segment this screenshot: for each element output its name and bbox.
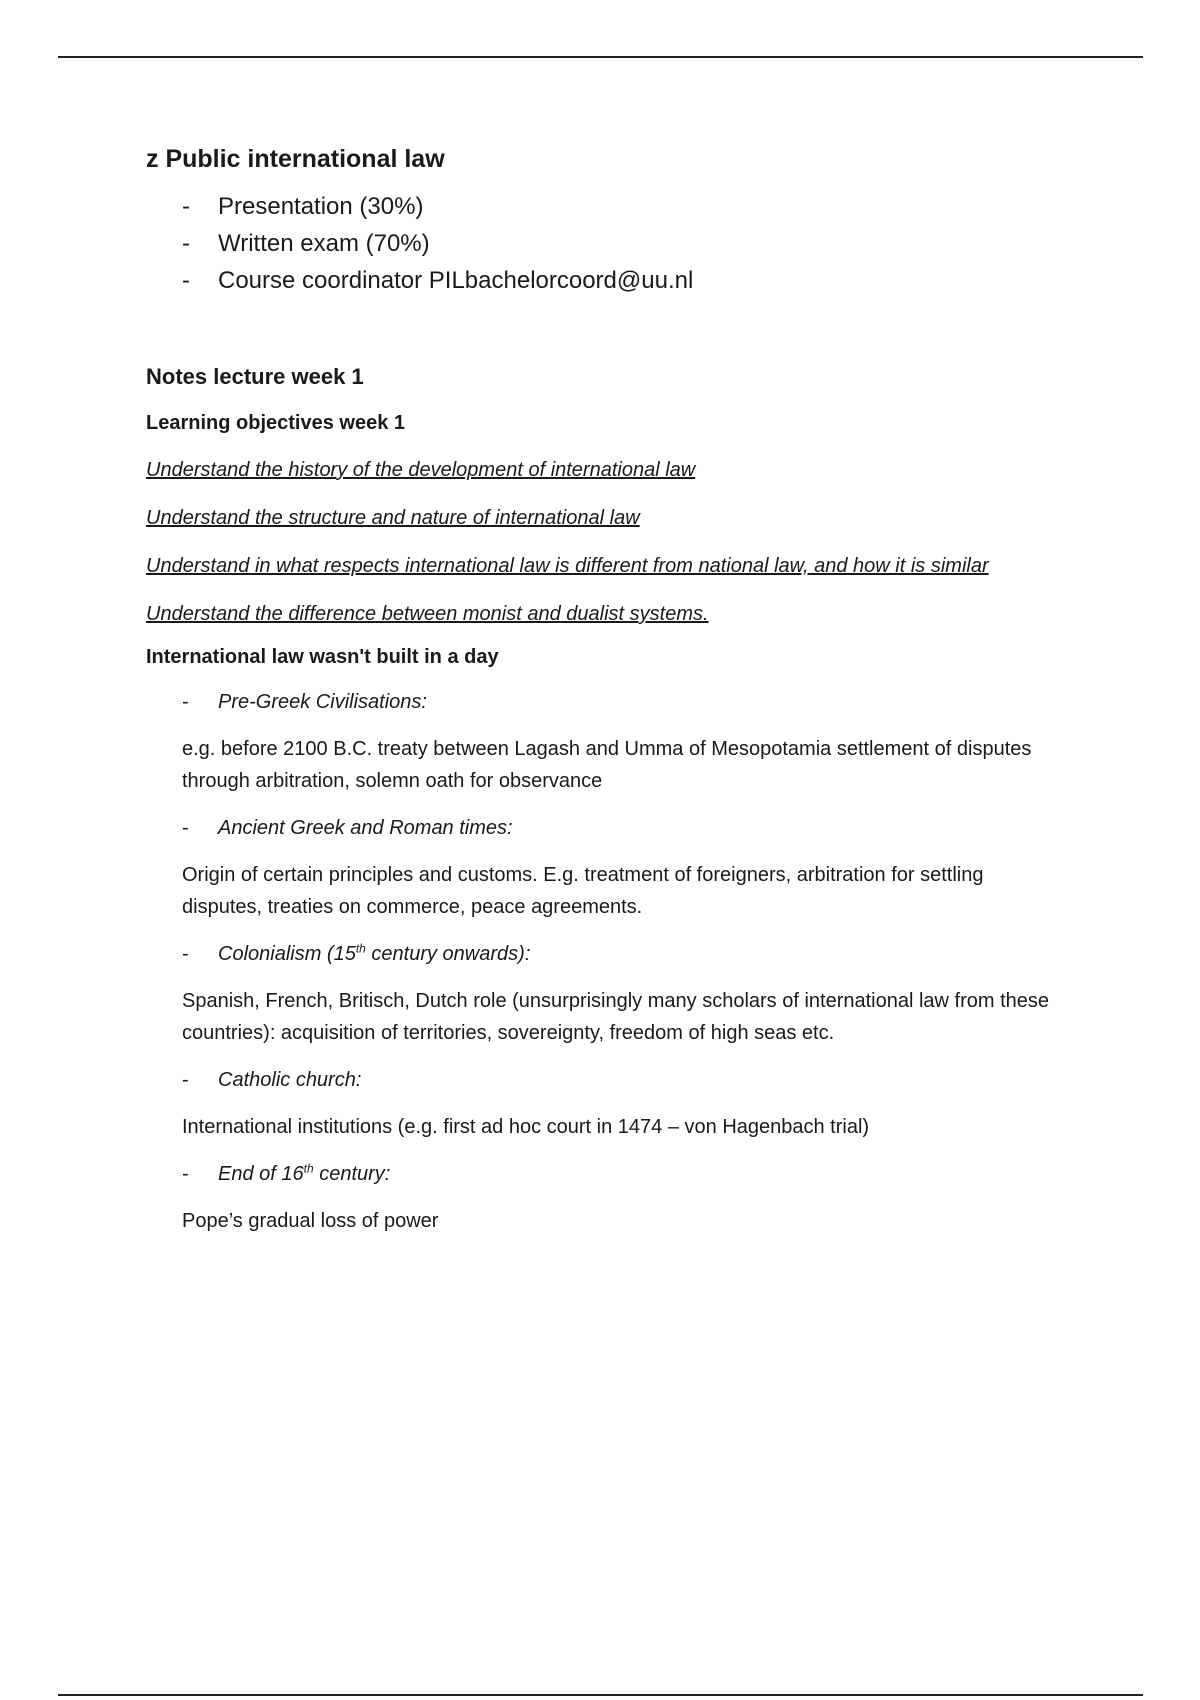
era-description: e.g. before 2100 B.C. treaty between Lagash and Umma of Mesopotamia settlement of disputes through arbitration, solemn oath for observance (182, 738, 1032, 792)
dash-bullet: - (182, 230, 190, 257)
list-item (182, 188, 1046, 225)
document-title: z Public international law (146, 145, 445, 173)
course-item-coordinator: Course coordinator PILbachelorcoord@uu.nl (218, 267, 694, 294)
dash-bullet: - (182, 267, 190, 294)
era-label-text: century: (313, 1163, 391, 1185)
document-body (146, 145, 1050, 1253)
course-info-list (146, 188, 1046, 299)
notes-heading: Notes lecture week 1 (146, 364, 364, 389)
objectives-heading: Learning objectives week 1 (146, 412, 405, 434)
era-label (146, 1065, 1046, 1095)
dash-bullet: - (182, 817, 189, 839)
history-heading: International law wasn't built in a day (146, 646, 499, 668)
dash-bullet: - (182, 1069, 189, 1091)
era-label-text: Pre-Greek Civilisations: (218, 691, 427, 713)
dash-bullet: - (182, 691, 189, 713)
era-label-text: Catholic church: (218, 1069, 362, 1091)
era-label (146, 1159, 1046, 1189)
era-label-text: Ancient Greek and Roman times: (218, 817, 513, 839)
ordinal-suffix: th (355, 941, 366, 956)
era-label (146, 813, 1046, 843)
era-label (146, 939, 1046, 969)
dash-bullet: - (182, 1163, 189, 1185)
objective-structure: Understand the structure and nature of international law (146, 507, 640, 529)
course-item-exam: Written exam (70%) (218, 230, 430, 257)
footer-rule (58, 1694, 1143, 1696)
list-item (182, 225, 1046, 262)
era-description: Spanish, French, Britisch, Dutch role (unsurprisingly many scholars of international law from these countries): acquisition of territories, sovereignty, freedom of high seas etc. (182, 990, 1050, 1044)
era-label-text: Colonialism (15 (218, 943, 356, 965)
era-description: International institutions (e.g. first ad hoc court in 1474 – von Hagenbach trial) (182, 1116, 870, 1138)
era-label-text: End of 16 (218, 1163, 304, 1185)
era-description: Pope’s gradual loss of power (182, 1210, 439, 1232)
objective-history: Understand the history of the development of international law (146, 459, 696, 481)
objective-differences: Understand in what respects international law is different from national law, and how it is similar (146, 555, 989, 577)
ordinal-suffix: th (303, 1161, 314, 1176)
header-rule (58, 56, 1143, 58)
objective-monist-dualist: Understand the difference between monist and dualist systems. (146, 603, 709, 625)
list-item (182, 262, 1046, 299)
dash-bullet: - (182, 193, 190, 220)
dash-bullet: - (182, 943, 189, 965)
course-item-presentation: Presentation (30%) (218, 193, 424, 220)
era-description: Origin of certain principles and customs. E.g. treatment of foreigners, arbitration for settling disputes, treaties on commerce, peace agreements. (182, 864, 984, 918)
era-label (146, 687, 1046, 717)
era-label-text: century onwards): (365, 943, 531, 965)
